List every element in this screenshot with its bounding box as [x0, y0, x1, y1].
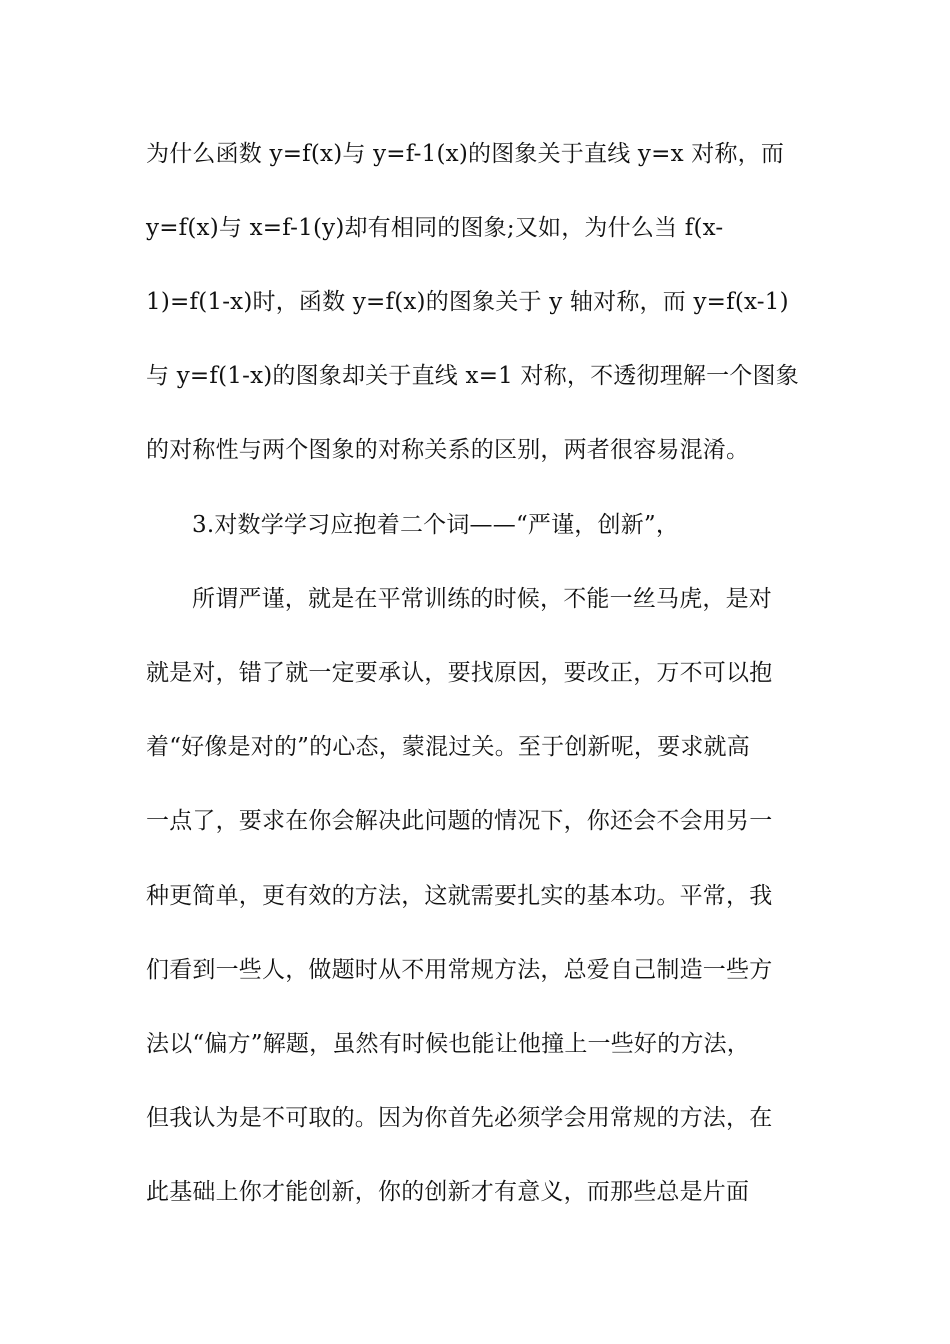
text-line: y=f(x)与 x=f-1(y)却有相同的图象;又如，为什么当 f(x-	[146, 215, 724, 241]
text-line: 此基础上你才能创新，你的创新才有意义，而那些总是片面	[146, 1179, 750, 1205]
text-line: 种更简单，更有效的方法，这就需要扎实的基本功。平常，我	[146, 883, 773, 909]
text-line: 一点了，要求在你会解决此问题的情况下，你还会不会用另一	[146, 808, 773, 834]
paragraph-first-line: 所谓严谨，就是在平常训练的时候，不能一丝马虎，是对	[192, 586, 772, 612]
text-line: 着“好像是对的”的心态，蒙混过关。至于创新呢，要求就高	[146, 734, 750, 760]
text-line: 法以“偏方”解题，虽然有时候也能让他撞上一些好的方法，	[146, 1031, 750, 1057]
text-line: 的对称性与两个图象的对称关系的区别，两者很容易混淆。	[146, 437, 750, 463]
text-line: 与 y=f(1-x)的图象却关于直线 x=1 对称，不透彻理解一个图象	[146, 363, 799, 389]
text-line: 1)=f(1-x)时，函数 y=f(x)的图象关于 y 轴对称，而 y=f(x-1)	[146, 289, 789, 315]
text-line: 们看到一些人，做题时从不用常规方法，总爱自己制造一些方	[146, 957, 773, 983]
section-heading: 3.对数学学习应抱着二个词——“严谨，创新”，	[192, 512, 680, 538]
text-line: 为什么函数 y=f(x)与 y=f-1(x)的图象关于直线 y=x 对称，而	[146, 141, 785, 167]
text-line: 就是对，错了就一定要承认，要找原因，要改正，万不可以抱	[146, 660, 773, 686]
text-line: 但我认为是不可取的。因为你首先必须学会用常规的方法，在	[146, 1105, 773, 1131]
